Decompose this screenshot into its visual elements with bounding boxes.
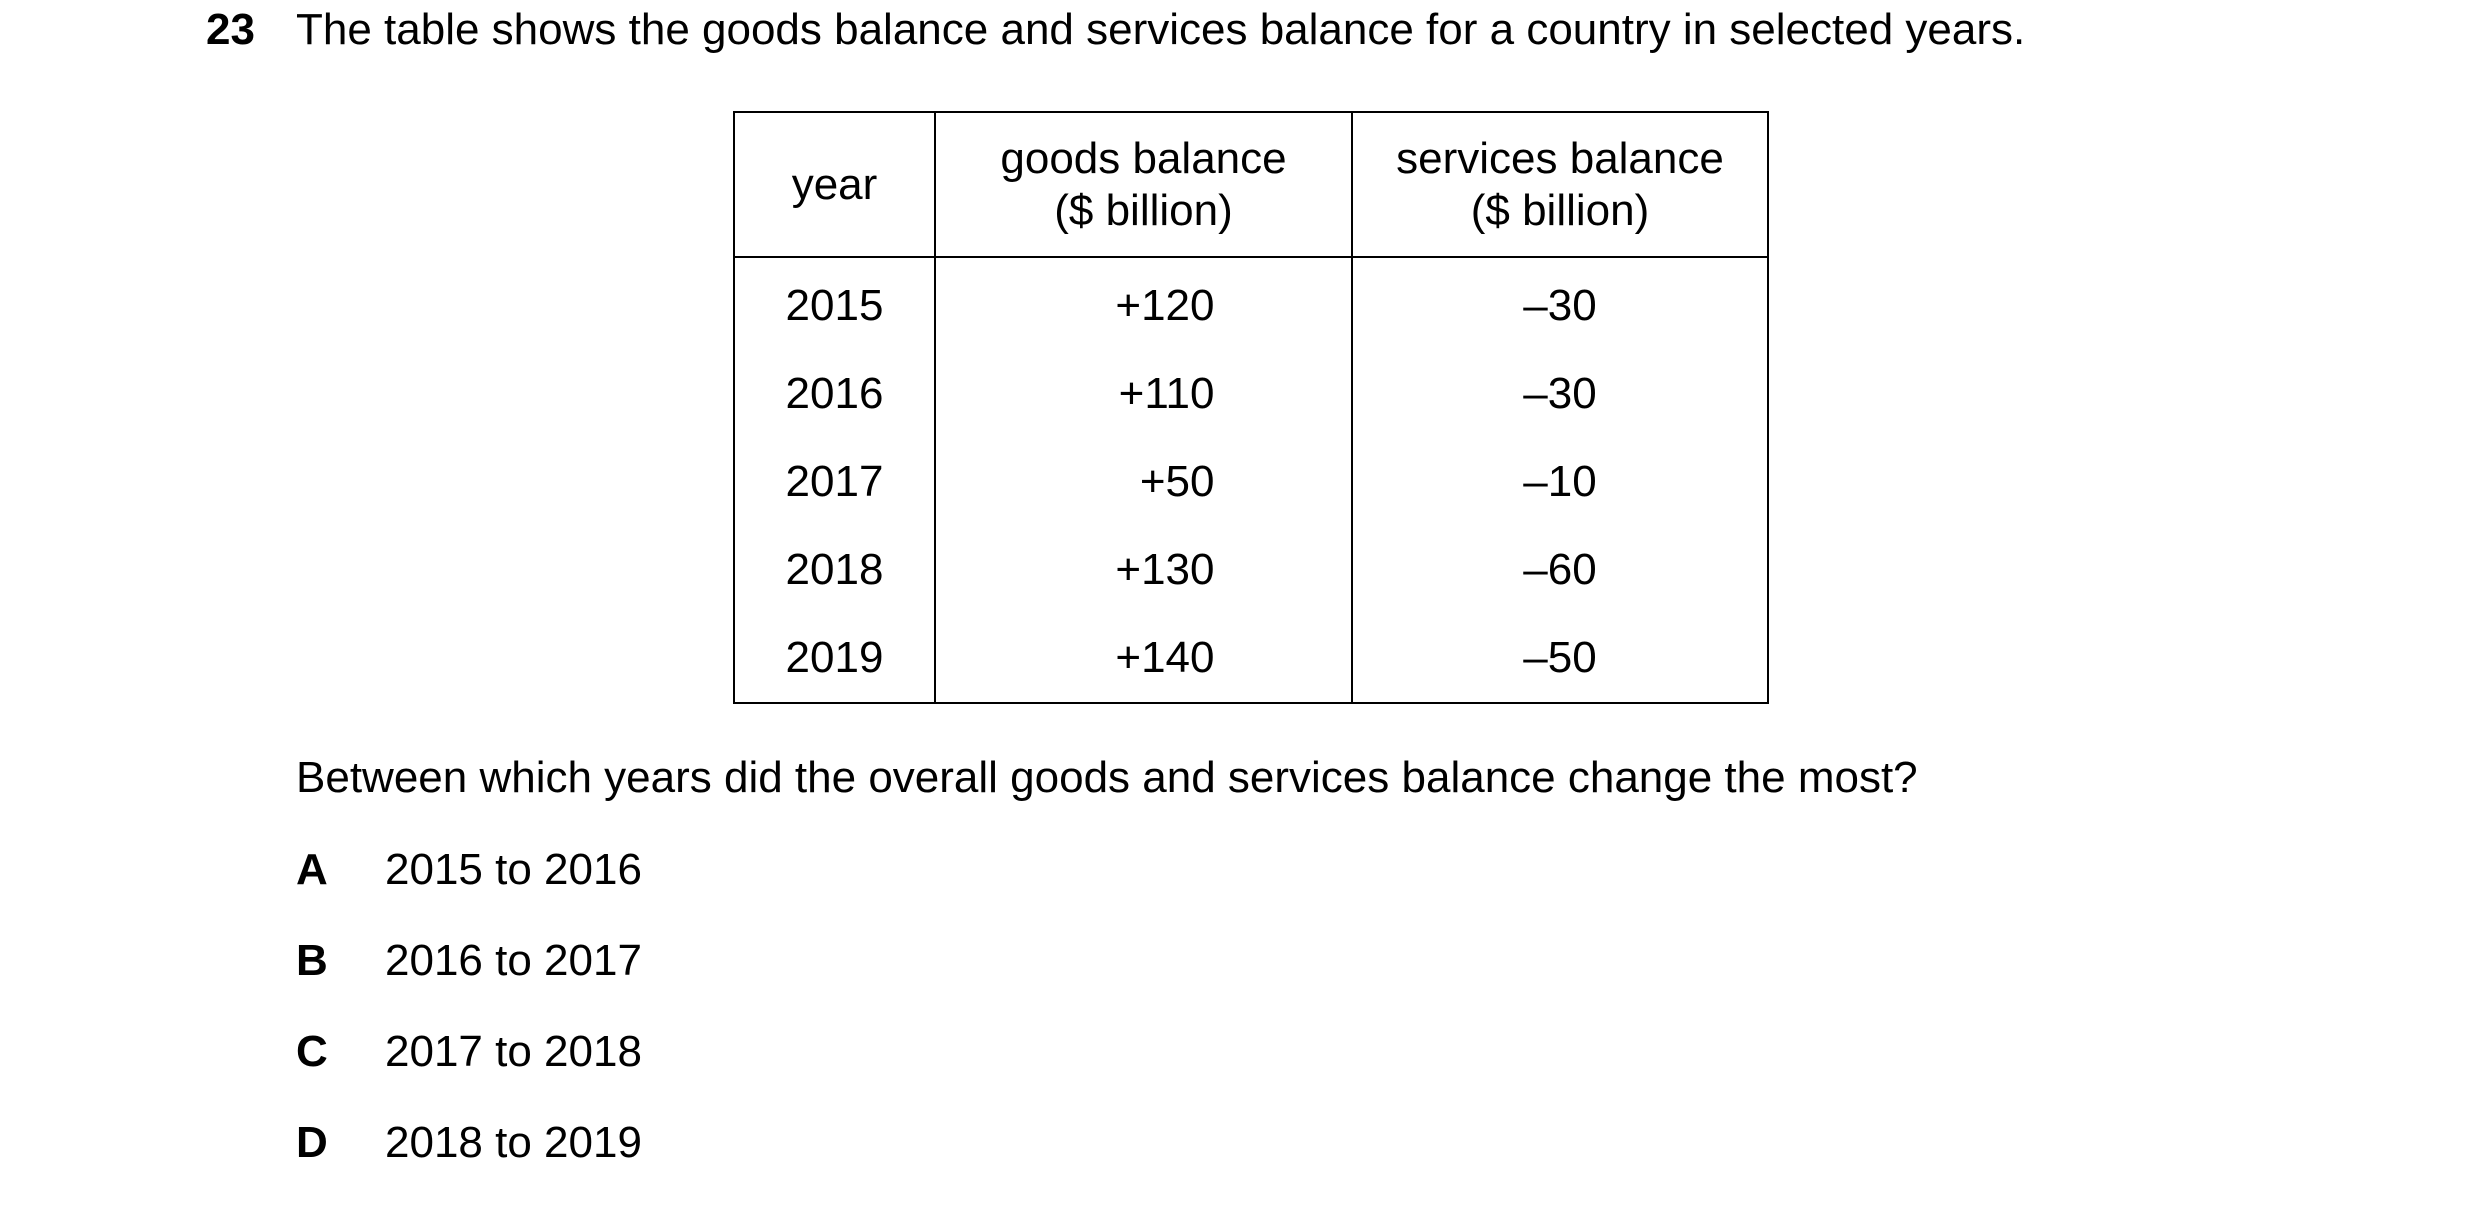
services-balance-cell bbox=[1352, 614, 1768, 703]
option-text: 2016 to 2017 bbox=[385, 936, 642, 985]
option-letter: B bbox=[296, 936, 328, 985]
header-services-unit: ($ billion) bbox=[1470, 185, 1650, 235]
table-row bbox=[734, 257, 1768, 350]
option-letter: A bbox=[296, 845, 328, 894]
year-cell: 2019 bbox=[734, 614, 935, 703]
question-prompt: Between which years did the overall goods and services balance change the most? bbox=[296, 753, 1918, 802]
header-goods-unit: ($ billion) bbox=[1054, 185, 1233, 235]
year-cell: 2018 bbox=[734, 526, 935, 614]
services-balance-cell bbox=[1352, 257, 1768, 350]
goods-balance-value: +50 bbox=[1139, 457, 1215, 506]
table-row bbox=[734, 350, 1768, 438]
table-row bbox=[734, 438, 1768, 526]
goods-balance-cell bbox=[935, 526, 1352, 614]
year-cell: 2016 bbox=[734, 350, 935, 438]
goods-balance-value: +110 bbox=[1118, 369, 1215, 418]
balance-table bbox=[733, 111, 1769, 704]
goods-balance-value: +130 bbox=[1115, 545, 1215, 594]
table-row bbox=[734, 526, 1768, 614]
services-balance-cell bbox=[1352, 438, 1768, 526]
option-text: 2015 to 2016 bbox=[385, 845, 642, 894]
option-a[interactable] bbox=[296, 844, 642, 935]
answer-options bbox=[296, 844, 642, 1208]
year-cell: 2017 bbox=[734, 438, 935, 526]
question-number: 23 bbox=[206, 5, 255, 54]
header-goods-balance bbox=[935, 112, 1352, 257]
goods-balance-cell bbox=[935, 438, 1352, 526]
option-text: 2017 to 2018 bbox=[385, 1027, 642, 1076]
option-text: 2018 to 2019 bbox=[385, 1118, 642, 1167]
header-services-balance bbox=[1352, 112, 1768, 257]
services-balance-value: –30 bbox=[1523, 281, 1597, 330]
services-balance-value: –50 bbox=[1523, 633, 1597, 682]
option-b[interactable] bbox=[296, 935, 642, 1026]
services-balance-value: –60 bbox=[1523, 545, 1597, 594]
services-balance-cell bbox=[1352, 526, 1768, 614]
header-year bbox=[734, 112, 935, 257]
services-balance-cell bbox=[1352, 350, 1768, 438]
option-d[interactable] bbox=[296, 1117, 642, 1208]
services-balance-value: –10 bbox=[1523, 457, 1597, 506]
option-letter: D bbox=[296, 1118, 328, 1167]
goods-balance-value: +140 bbox=[1115, 633, 1215, 682]
header-services-label: services balance bbox=[1396, 133, 1724, 183]
option-letter: C bbox=[296, 1027, 328, 1076]
goods-balance-cell bbox=[935, 614, 1352, 703]
option-c[interactable] bbox=[296, 1026, 642, 1117]
goods-balance-value: +120 bbox=[1115, 281, 1215, 330]
table-row bbox=[734, 614, 1768, 703]
services-balance-value: –30 bbox=[1523, 369, 1597, 418]
goods-balance-cell bbox=[935, 257, 1352, 350]
header-year-label: year bbox=[791, 159, 878, 209]
goods-balance-cell bbox=[935, 350, 1352, 438]
question-stem: The table shows the goods balance and services balance for a country in selected years. bbox=[296, 5, 2026, 54]
header-goods-label: goods balance bbox=[1000, 133, 1287, 183]
table-header-row bbox=[734, 112, 1768, 257]
year-cell: 2015 bbox=[734, 257, 935, 350]
